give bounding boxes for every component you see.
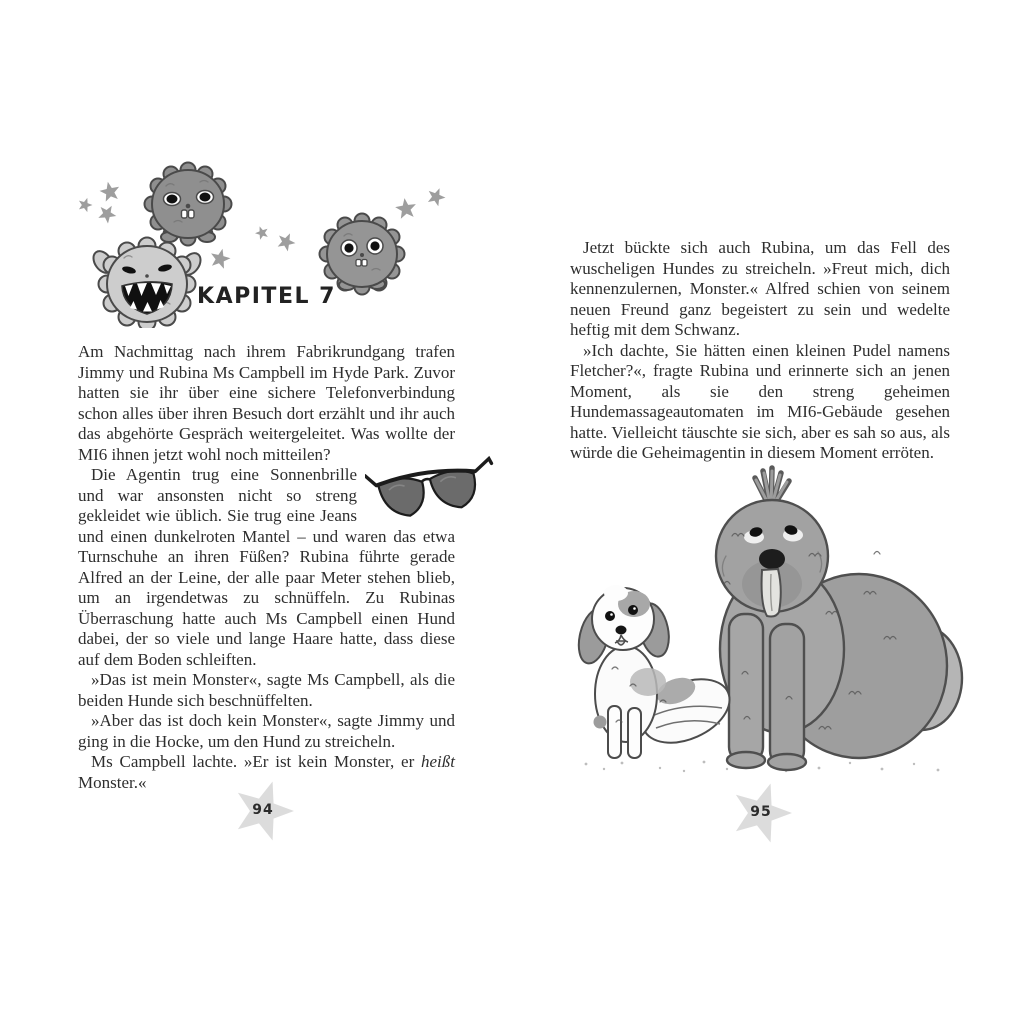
chapter-heading: KAPITEL 7 [197,284,336,309]
paragraph-text: Monster.« [78,772,147,792]
page-right [570,238,950,878]
page-number: 94 [252,802,274,818]
paragraph-text-italic: heißt [421,752,455,771]
page-number-container [231,780,295,842]
paragraph-text: »Das ist mein Monster«, sagte Ms Campbell, als die beiden Hunde sich beschnüffelten. [78,670,455,710]
small-spaniel-dog-alfred [574,585,740,758]
paragraph-text: Am Nachmittag nach ihrem Fabrikrundgang trafen Jimmy und Rubina Ms Campbell im Hyde Park. Zuvor hatten sie ihr über eine sichere Telefonverbindung schon alles über ihren Besuch dort erzählt und ihr auch das abgehörte Gespräch weitergeleitet. Was wollte der MI6 ihnen jetzt wohl noch mitteilen? [78,342,455,464]
sunglasses-icon [365,458,495,520]
paragraph [78,465,455,670]
paragraph [78,670,455,711]
paragraph [570,341,950,464]
paragraph-text: Die Agentin trug eine Sonnenbrille und war ansonsten nicht so streng gekleidet wie üblich. Sie trug eine Jeans und einen dunkelroten Mantel – und waren das etwa Turnschuhe an ihren Füßen? Rubina führte gerade Alfred an der Leine, der alle paar Meter stehen blieb, um an irgendetwas zu schnüffeln. Zu Rubinas Überraschung hatte auch Ms Campbell einen Hund dabei, der so viele und lange Haare hatte, dass diese auf dem Boden schleiften. [78,465,455,669]
dogs-illustration [564,464,964,776]
fluffy-monster-top-icon [145,163,232,246]
wide-eyed-monster-icon [320,214,405,295]
sunglasses-illustration [365,453,495,523]
page-left [78,158,455,858]
paragraph-text: »Aber das ist doch kein Monster«, sagte Jimmy und ging in die Hocke, um den Hund zu streicheln. [78,711,455,751]
page-number-container [729,782,793,844]
paragraph-text: Ms Campbell lachte. »Er ist kein Monster, er [91,752,421,771]
left-text-column [78,342,455,793]
paragraph [78,342,455,465]
paragraph-text: »Ich dachte, Sie hätten einen kleinen Pudel namens Fletcher?«, fragte Rubina und erinnerte sich an jenen Moment, als sie den streng geheimen Hundemassageautomaten im MI6-Gebäude gesehen hatte. Vielleicht täuschte sie sich, aber es sah so aus, als würde die Geheimagentin in diesem Moment erröten. [570,340,950,462]
page-number: 95 [750,804,772,820]
right-text-column [570,238,950,464]
paragraph [78,711,455,752]
paragraph-text: Jetzt bückte sich auch Rubina, um das Fell des wuscheligen Hundes zu streicheln. »Freut mich, dich kennenzulernen, Monster.« Alfred schien von seinem neuen Freund ganz begeistert zu sein und wedelte heftig mit dem Schwanz. [570,238,950,339]
paragraph [570,238,950,341]
big-shaggy-dog-monster [716,468,962,770]
angry-monster-icon [90,238,205,329]
